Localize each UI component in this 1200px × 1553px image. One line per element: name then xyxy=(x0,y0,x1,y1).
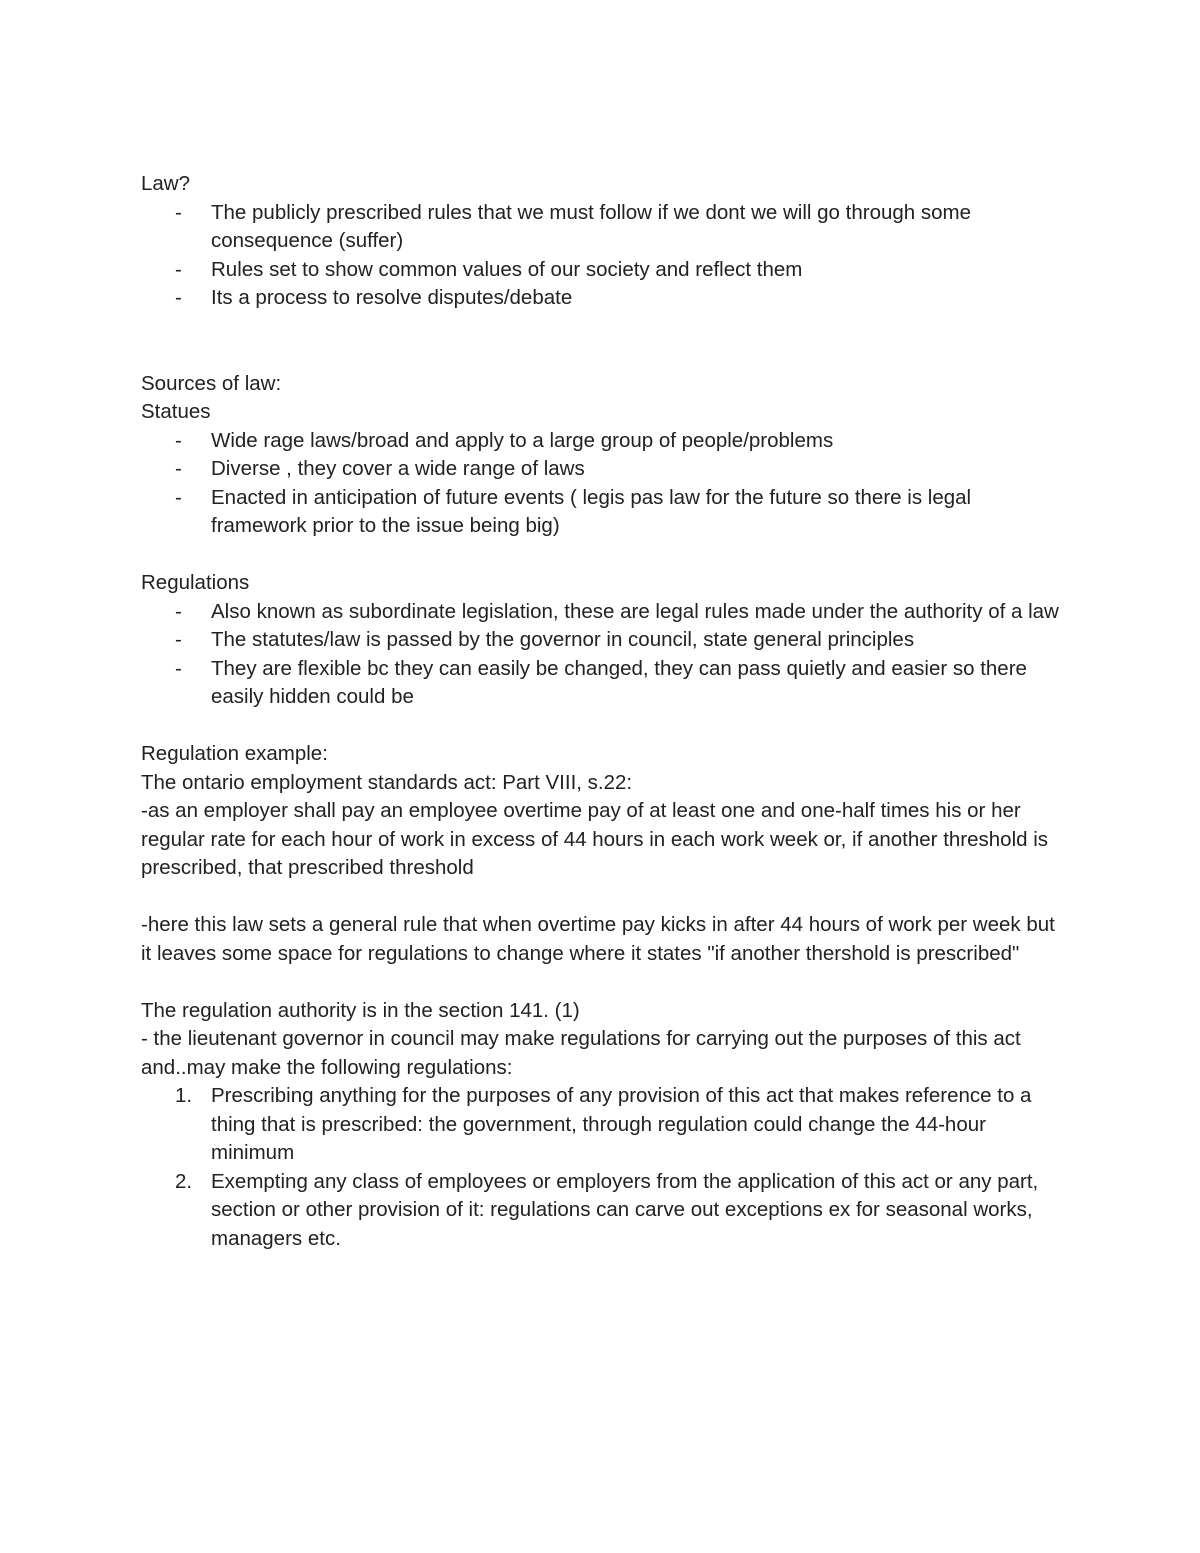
list-item xyxy=(141,284,1061,313)
list-item xyxy=(141,598,1061,627)
dash-marker: - xyxy=(175,200,182,224)
example-explanation: -here this law sets a general rule that when overtime pay kicks in after 44 hours of work per week but it leaves some space for regulations to change where it states "if another thershold is prescribed" xyxy=(141,913,1055,965)
regulations-heading: Regulations xyxy=(141,571,250,594)
dash-marker: - xyxy=(175,628,182,651)
list-item xyxy=(141,455,1061,484)
list-item-text: Exempting any class of employees or employers from the application of this act or any part, section or other provision of it: regulations can carve out exceptions ex for seasonal works, managers etc. xyxy=(211,1169,1039,1250)
list-item-text: Prescribing anything for the purposes of any provision of this act that makes reference to a thing that is prescribed: the government, through regulation could change the 44-hour minimum xyxy=(211,1084,1032,1164)
list-item-text: Enacted in anticipation of future events ( legis pas law for the future so there is legal framework prior to the issue being big) xyxy=(211,485,972,537)
spacer xyxy=(141,313,1061,370)
spacer xyxy=(141,968,1061,997)
number-marker: 2. xyxy=(175,1169,193,1193)
law-heading: Law? xyxy=(141,172,191,195)
spacer xyxy=(141,883,1061,912)
dash-marker: - xyxy=(175,485,182,509)
dash-marker: - xyxy=(175,656,182,680)
list-item-text: Diverse , they cover a wide range of laws xyxy=(211,457,585,480)
list-item xyxy=(141,1168,1061,1254)
list-item-text: The publicly prescribed rules that we must follow if we dont we will go through some consequence (suffer) xyxy=(211,200,971,252)
list-item-text: Also known as subordinate legislation, these are legal rules made under the authority of a law xyxy=(211,599,1059,623)
list-item-text: Its a process to resolve disputes/debate xyxy=(211,286,573,309)
number-marker: 1. xyxy=(175,1084,193,1107)
dash-marker: - xyxy=(175,428,182,452)
dash-marker: - xyxy=(175,257,182,281)
authority-text: - the lieutenant governor in council may make regulations for carrying out the purposes of this act and..may make the following regulations: xyxy=(141,1027,1021,1079)
example-act: The ontario employment standards act: Part VIII, s.22: xyxy=(141,770,633,794)
spacer xyxy=(141,541,1061,570)
list-item xyxy=(141,484,1061,541)
list-item xyxy=(141,655,1061,712)
example-text: -as an employer shall pay an employee overtime pay of at least one and one-half times his or her regular rate for each hour of work in excess of 44 hours in each work week or, if another threshold is prescribed, that prescribed threshold xyxy=(141,799,1049,879)
spacer xyxy=(141,712,1061,741)
list-item-text: Wide rage laws/broad and apply to a large group of people/problems xyxy=(211,428,834,452)
list-item xyxy=(141,626,1061,655)
authority-list xyxy=(141,1082,1061,1253)
statues-heading: Statues xyxy=(141,400,211,423)
list-item-text: They are flexible bc they can easily be changed, they can pass quietly and easier so there easily hidden could be xyxy=(211,656,1027,708)
list-item-text: Rules set to show common values of our society and reflect them xyxy=(211,257,803,281)
list-item-text: The statutes/law is passed by the governor in council, state general principles xyxy=(211,628,915,651)
law-list xyxy=(141,199,1061,313)
example-heading: Regulation example: xyxy=(141,742,328,765)
list-item xyxy=(141,199,1061,256)
document-page xyxy=(141,170,1061,1253)
authority-heading: The regulation authority is in the section 141. (1) xyxy=(141,998,580,1022)
list-item xyxy=(141,256,1061,285)
regulations-list xyxy=(141,598,1061,712)
list-item xyxy=(141,1082,1061,1168)
dash-marker: - xyxy=(175,457,182,480)
statues-list xyxy=(141,427,1061,541)
dash-marker: - xyxy=(175,599,182,623)
sources-heading: Sources of law: xyxy=(141,371,282,395)
list-item xyxy=(141,427,1061,456)
dash-marker: - xyxy=(175,286,182,309)
